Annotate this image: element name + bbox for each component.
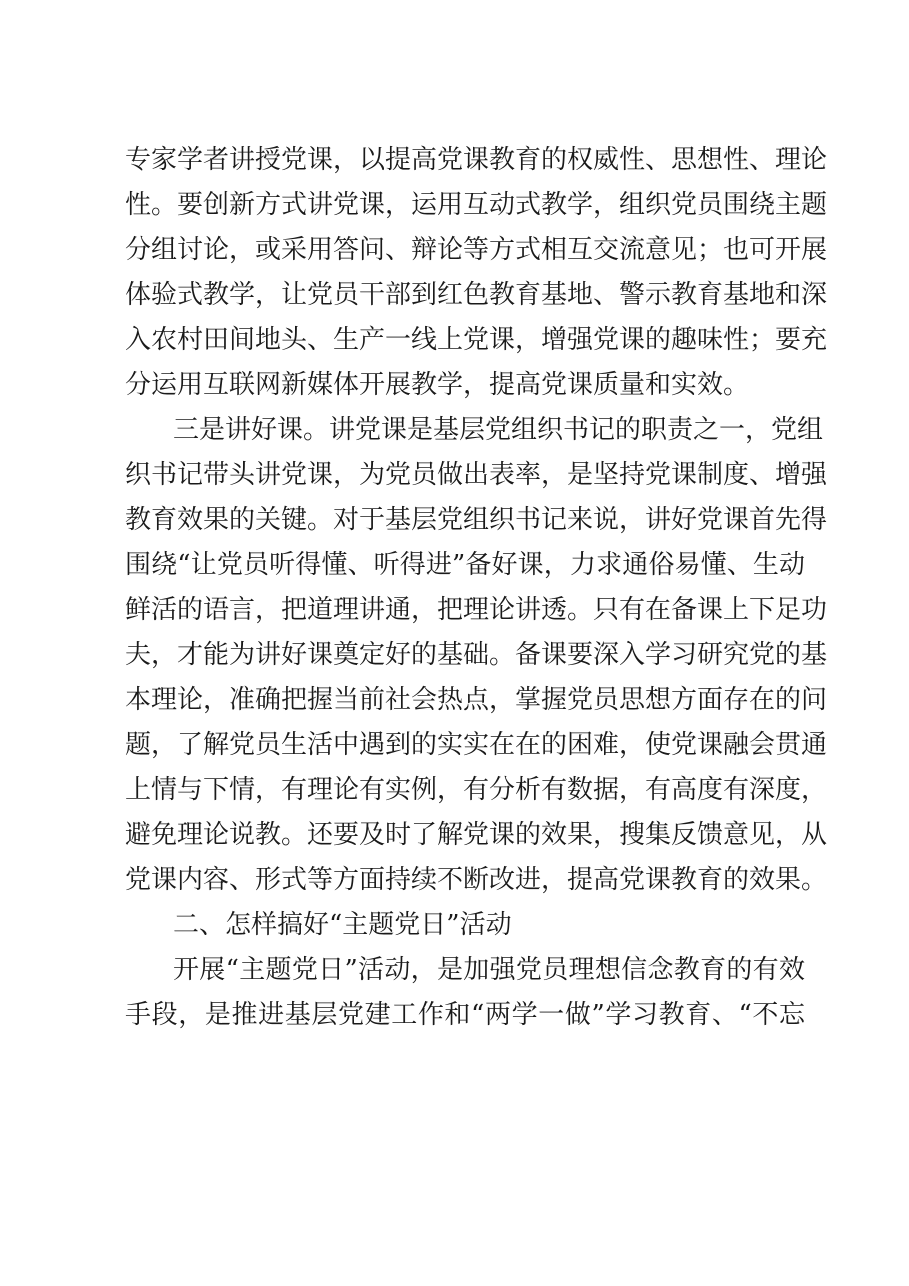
text-line: 分组讨论，或采用答问、辩论等方式相互交流意见；也可开展 [125,235,828,265]
text-line: 党课内容、形式等方面持续不断改进，提高党课教育的效果。 [125,865,828,895]
text-line: 教育效果的关键。对于基层党组织书记来说，讲好党课首先得 [125,505,828,535]
text-line: 体验式教学，让党员干部到红色教育基地、警示教育基地和深 [125,280,828,310]
text-line: 围绕“让党员听得懂、听得进”备好课，力求通俗易懂、生动 [125,550,805,580]
text-line: 手段，是推进基层党建工作和“两学一做”学习教育、“不忘 [125,1000,805,1030]
body-text [125,138,828,1038]
text-line: 上情与下情，有理论有实例，有分析有数据，有高度有深度， [125,775,828,805]
text-line: 题，了解党员生活中遇到的实实在在的困难，使党课融会贯通 [125,730,828,760]
text-line: 避免理论说教。还要及时了解党课的效果，搜集反馈意见，从 [125,820,828,850]
text-line: 二、怎样搞好“主题党日”活动 [173,910,512,940]
text-line: 入农村田间地头、生产一线上党课，增强党课的趣味性；要充 [125,325,828,355]
text-line: 专家学者讲授党课，以提高党课教育的权威性、思想性、理论 [125,145,828,175]
text-line: 本理论，准确把握当前社会热点，掌握党员思想方面存在的问 [125,685,828,715]
text-line: 分运用互联网新媒体开展教学，提高党课质量和实效。 [125,370,750,400]
text-line: 三是讲好课。讲党课是基层党组织书记的职责之一，党组 [173,415,824,445]
text-line: 开展“主题党日”活动，是加强党员理想信念教育的有效 [173,955,805,985]
text-line: 织书记带头讲党课，为党员做出表率，是坚持党课制度、增强 [125,460,828,490]
text-line: 性。要创新方式讲党课，运用互动式教学，组织党员围绕主题 [125,190,828,220]
text-line: 夫，才能为讲好课奠定好的基础。备课要深入学习研究党的基 [125,640,828,670]
text-line: 鲜活的语言，把道理讲通，把理论讲透。只有在备课上下足功 [125,595,828,625]
